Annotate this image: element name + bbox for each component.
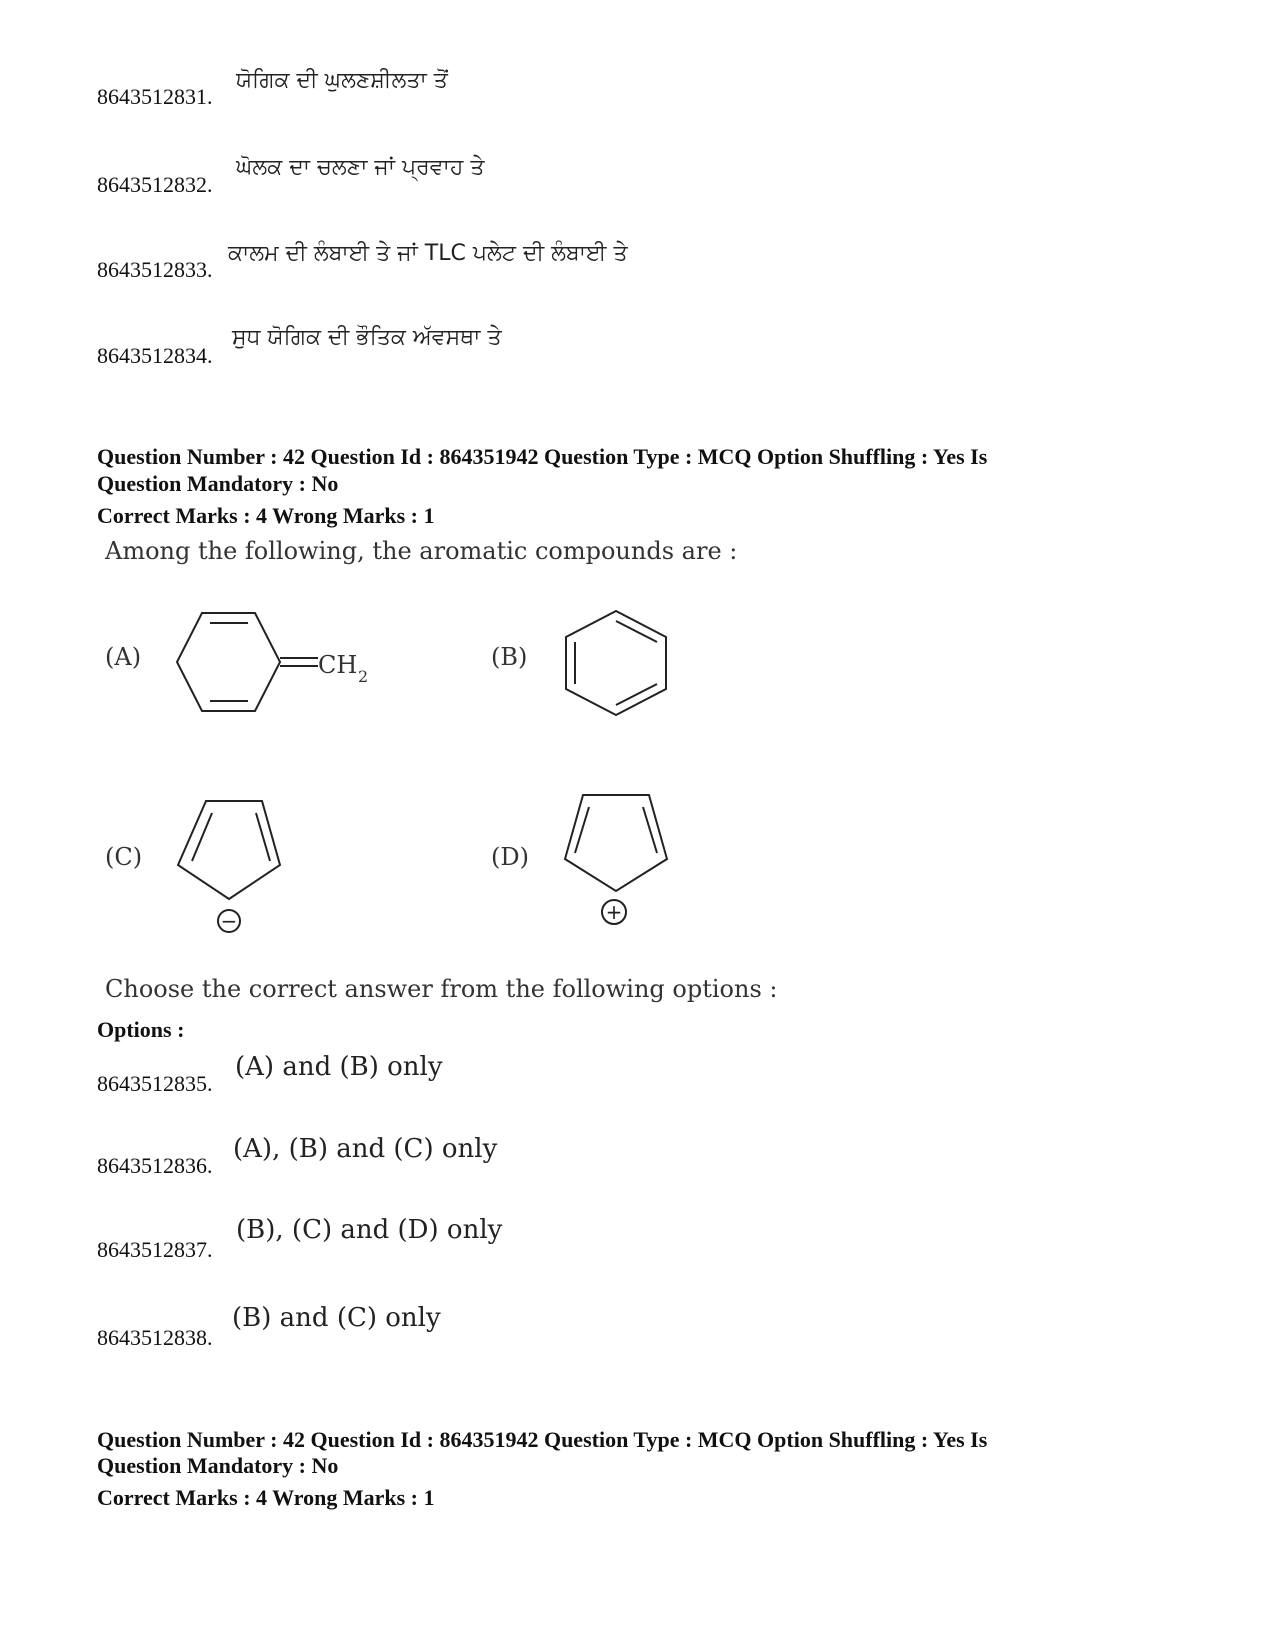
question-mandatory: Question Mandatory : No [97, 471, 339, 496]
option-id: 8643512832. [97, 172, 213, 197]
structure-d-charge: + [605, 900, 623, 924]
next-question-marks: Correct Marks : 4 Wrong Marks : 1 [97, 1485, 435, 1510]
option-text: (A), (B) and (C) only [233, 1134, 498, 1164]
option-text: (B), (C) and (D) only [236, 1215, 503, 1245]
option-text: ਘੋਲਕ ਦਾ ਚਲਣਾ ਜਾਂ ਪ੍ਰਵਾਹ ਤੇ [236, 155, 485, 180]
option-text: ਯੋਗਿਕ ਦੀ ਘੁਲਣਸ਼ੀਲਤਾ ਤੋਂ [236, 68, 448, 93]
option-text: ਸੁਧ ਯੋਗਿਕ ਦੀ ਭੌਤਿਕ ਅੱਵਸਥਾ ਤੇ [232, 325, 502, 350]
next-question-header: Question Number : 42 Question Id : 864351942 Question Type : MCQ Option Shuffling : Yes Is [97, 1427, 988, 1452]
choose-text: Choose the correct answer from the following options : [105, 975, 778, 1003]
structure-a-substituent: CH [318, 651, 358, 679]
structure-label-a: (A) [105, 643, 142, 671]
option-id: 8643512838. [97, 1325, 213, 1350]
structure-c-charge: − [220, 909, 238, 933]
structure-label-c: (C) [105, 843, 143, 871]
structure-b-diagram [560, 606, 675, 721]
structure-label-d: (D) [491, 843, 529, 871]
options-label: Options : [97, 1017, 185, 1042]
next-question-mandatory: Question Mandatory : No [97, 1453, 339, 1478]
option-id: 8643512831. [97, 84, 213, 109]
question-header: Question Number : 42 Question Id : 864351942 Question Type : MCQ Option Shuffling : Yes Is [97, 444, 988, 469]
option-text: ਕਾਲਮ ਦੀ ਲੰਬਾਈ ਤੇ ਜਾਂ TLC ਪਲੇਟ ਦੀ ਲੰਬਾਈ ਤੇ [228, 241, 628, 266]
option-id: 8643512836. [97, 1153, 213, 1178]
structure-d-diagram [557, 787, 675, 932]
option-id: 8643512837. [97, 1237, 213, 1262]
structure-label-b: (B) [491, 643, 528, 671]
question-text: Among the following, the aromatic compounds are : [105, 537, 738, 565]
question-marks: Correct Marks : 4 Wrong Marks : 1 [97, 503, 435, 528]
option-id: 8643512835. [97, 1071, 213, 1096]
option-text: (B) and (C) only [232, 1303, 441, 1333]
structure-c-diagram [170, 795, 288, 940]
structure-a-subscript: 2 [358, 667, 369, 686]
option-id: 8643512833. [97, 257, 213, 282]
option-id: 8643512834. [97, 343, 213, 368]
structure-a-diagram [170, 605, 385, 720]
option-text: (A) and (B) only [235, 1052, 443, 1082]
